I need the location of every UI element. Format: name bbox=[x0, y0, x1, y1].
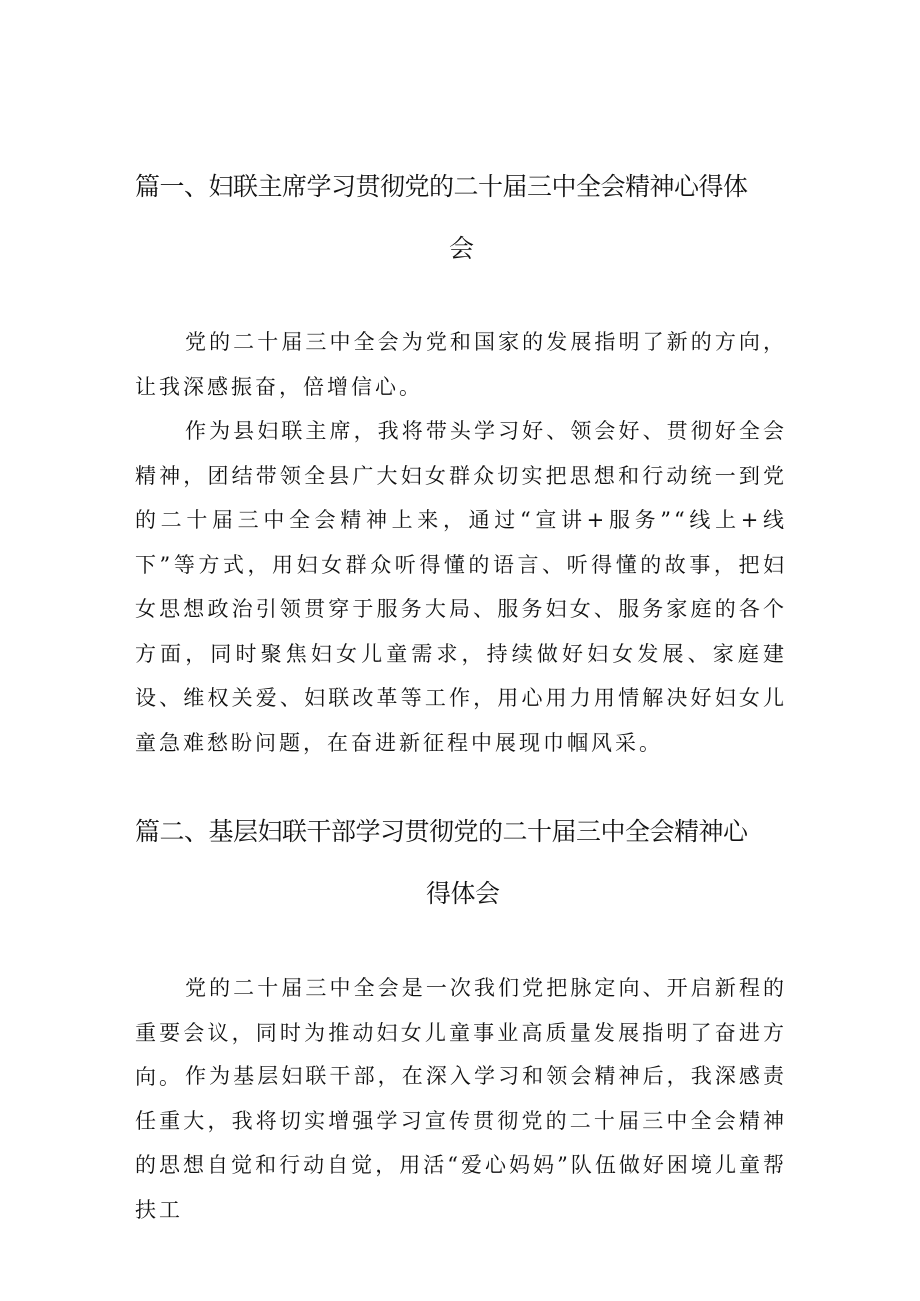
section-2-heading-line-1: 篇二、基层妇联干部学习贯彻党的二十届三中全会精神心 bbox=[135, 817, 748, 846]
section-1-paragraph-1: 党的二十届三中全会为党和国家的发展指明了新的方向，让我深感振奋，倍增信心。 bbox=[135, 330, 787, 399]
section-1-heading-line-2: 会 bbox=[449, 234, 474, 263]
section-2-paragraph-2: 作为基层妇联干部，在深入学习和领会精神后，我深感责任重大，我将切实增强学习宣传贯彻党的二十届三中全会精神的思想自觉和行动自觉，用活“爱心妈妈”队伍做好困境儿童帮扶工 bbox=[135, 1064, 787, 1222]
section-1-paragraph-2: 作为县妇联主席，我将带头学习好、领会好、贯彻好全会精神，团结带领全县广大妇女群众切实把思想和行动统一到党的二十届三中全会精神上来，通过“宣讲+服务”“线上+线下”等方式，用妇女群众听得懂的语言、听得懂的故事，把妇女思想政治引领贯穿于服务大局、服务妇女、服务家庭的各个方面，同时聚焦妇女儿童需求，持续做好妇女发展、家庭建设、维权关爱、妇联改革等工作，用心用力用情解决好妇女儿童急难愁盼问题，在奋进新征程中展现巾帼风采。 bbox=[135, 419, 787, 755]
section-1-heading-line-1: 篇一、妇联主席学习贯彻党的二十届三中全会精神心得体 bbox=[135, 172, 748, 201]
section-2-heading-line-2: 得体会 bbox=[426, 879, 500, 908]
section-2-paragraph-1: 党的二十届三中全会是一次我们党把脉定向、开启新程的重要会议，同时为推动妇女儿童事业高质量发展指明了奋进方向。 bbox=[135, 976, 787, 1089]
